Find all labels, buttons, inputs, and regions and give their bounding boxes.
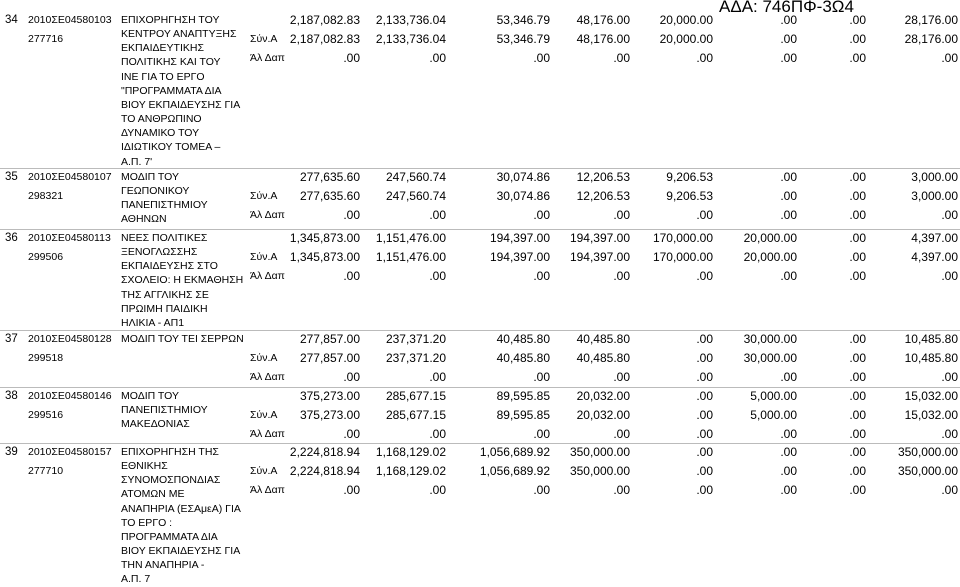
amounts-row — [0, 389, 960, 403]
amount-cell: 1,056,689.92 — [479, 445, 550, 459]
amount-cell: 1,345,873.00 — [289, 250, 360, 264]
description-line: ΠΡΟΓΡΑΜΜΑΤΑ ΔΙΑ — [121, 530, 218, 543]
record-row — [0, 445, 960, 587]
amount-cell: 53,346.79 — [496, 13, 550, 27]
amount-cell: .00 — [696, 269, 713, 283]
amount-cell: .00 — [429, 269, 446, 283]
amount-cell: .00 — [849, 13, 866, 27]
syn-a-row — [0, 408, 960, 422]
amount-cell: 350,000.00 — [897, 464, 958, 478]
description-line: ΕΚΠΑΙΔΕΥΣΗΣ ΣΤΟ — [121, 260, 218, 273]
amount-cell: 1,151,476.00 — [375, 231, 446, 245]
amount-cell: .00 — [533, 269, 550, 283]
amount-cell: 12,206.53 — [576, 170, 630, 184]
amount-cell: 15,032.00 — [904, 389, 958, 403]
al-dap-label: Άλ Δαπ — [250, 371, 285, 383]
amount-cell: .00 — [343, 483, 360, 497]
amount-cell: 5,000.00 — [750, 389, 797, 403]
description-line: ΕΠΙΧΟΡΗΓΗΣΗ ΤΗΣ — [121, 446, 219, 458]
amount-cell: .00 — [533, 427, 550, 441]
description-line: ΜΟΔΙΠ ΤΟΥ ΤΕΙ ΣΕΡΡΩΝ — [121, 333, 244, 345]
amount-cell: .00 — [696, 208, 713, 222]
amount-cell: 170,000.00 — [652, 231, 713, 245]
amount-cell: 40,485.80 — [496, 332, 550, 346]
record-row — [0, 332, 960, 385]
amount-cell: .00 — [429, 51, 446, 65]
amount-cell: .00 — [613, 370, 630, 384]
amount-cell: .00 — [780, 269, 797, 283]
record-row — [0, 13, 960, 169]
project-subcode: 299518 — [28, 351, 64, 364]
description-line: ΚΕΝΤΡΟΥ ΑΝΑΠΤΥΞΗΣ — [121, 28, 237, 41]
amount-cell: 30,000.00 — [743, 332, 797, 346]
amount-cell: .00 — [849, 51, 866, 65]
description-line: ΕΚΠΑΙΔΕΥΤΙΚΗΣ — [121, 42, 204, 55]
amount-cell: 247,560.74 — [385, 189, 446, 203]
amount-cell: .00 — [343, 208, 360, 222]
amount-cell: 2,187,082.83 — [289, 13, 360, 27]
description-line: ΤΟ ΕΡΓΟ : — [121, 516, 173, 529]
amount-cell: .00 — [613, 483, 630, 497]
amount-cell: .00 — [429, 370, 446, 384]
amount-cell: .00 — [343, 370, 360, 384]
description-line: ΕΘΝΙΚΗΣ — [121, 460, 168, 473]
description-line: ΤΗΝ ΑΝΑΠΗΡΙΑ - — [121, 559, 205, 572]
amount-cell: .00 — [780, 464, 797, 478]
amount-cell: 237,371.20 — [385, 351, 446, 365]
amount-cell: 277,635.60 — [299, 189, 360, 203]
description-line: ΤΟ ΑΝΘΡΩΠΙΝΟ — [121, 113, 202, 126]
amount-cell: 20,000.00 — [743, 231, 797, 245]
description-line: ΝΕΕΣ ΠΟΛΙΤΙΚΕΣ — [121, 232, 208, 244]
amount-cell: .00 — [429, 483, 446, 497]
syn-a-row — [0, 189, 960, 203]
amount-cell: .00 — [780, 445, 797, 459]
amount-cell: 1,345,873.00 — [289, 231, 360, 245]
amount-cell: 48,176.00 — [576, 13, 630, 27]
amount-cell: .00 — [941, 269, 958, 283]
amount-cell: 4,397.00 — [911, 231, 958, 245]
syn-a-label: Σύν.Α — [250, 352, 278, 364]
amount-cell: 10,485.80 — [904, 351, 958, 365]
description-line: ΣΧΟΛΕΙΟ: Η ΕΚΜΑΘΗΣΗ — [121, 274, 244, 287]
amount-cell: 2,187,082.83 — [289, 32, 360, 46]
record-row — [0, 231, 960, 330]
amount-cell: .00 — [696, 427, 713, 441]
project-subcode: 299516 — [28, 408, 64, 421]
amount-cell: .00 — [696, 483, 713, 497]
syn-a-row — [0, 32, 960, 46]
amount-cell: .00 — [613, 208, 630, 222]
amount-cell: 1,056,689.92 — [479, 464, 550, 478]
amount-cell: .00 — [941, 483, 958, 497]
amount-cell: .00 — [849, 351, 866, 365]
amount-cell: 9,206.53 — [666, 189, 713, 203]
project-subcode: 277716 — [28, 32, 64, 45]
amount-cell: .00 — [696, 370, 713, 384]
amount-cell: 194,397.00 — [569, 231, 630, 245]
amount-cell: .00 — [849, 189, 866, 203]
amount-cell: .00 — [849, 332, 866, 346]
amount-cell: 28,176.00 — [904, 32, 958, 46]
record-row — [0, 389, 960, 442]
al-dap-label: Άλ Δαπ — [250, 209, 285, 221]
syn-a-label: Σύν.Α — [250, 190, 278, 202]
description-line: ΕΠΙΧΟΡΗΓΗΣΗ ΤΟΥ — [121, 14, 220, 26]
record-row — [0, 170, 960, 227]
amount-cell: .00 — [780, 32, 797, 46]
ada-number: ΑΔΑ: 746ΠΦ-3Ω4 — [719, 0, 854, 16]
amounts-row — [0, 13, 960, 27]
description-line: ΜΟΔΙΠ ΤΟΥ — [121, 390, 179, 402]
project-subcode: 298321 — [28, 189, 64, 202]
record-number: 37 — [5, 333, 18, 345]
amount-cell: .00 — [941, 427, 958, 441]
syn-a-row — [0, 351, 960, 365]
amount-cell: 170,000.00 — [652, 250, 713, 264]
row-separator — [0, 443, 960, 444]
amount-cell: 30,000.00 — [743, 351, 797, 365]
amount-cell: .00 — [533, 208, 550, 222]
amount-cell: .00 — [613, 51, 630, 65]
description-line: ΙΔΙΩΤΙΚΟΥ ΤΟΜΕΑ – — [121, 141, 221, 154]
amount-cell: .00 — [780, 483, 797, 497]
amount-cell: 2,224,818.94 — [289, 464, 360, 478]
amount-cell: 277,857.00 — [299, 351, 360, 365]
description-line: ΒΙΟΥ ΕΚΠΑΙΔΕΥΣΗΣ ΓΙΑ — [121, 98, 241, 111]
amount-cell: .00 — [533, 51, 550, 65]
description-line: ΠΑΝΕΠΙΣΤΗΜΙΟΥ — [121, 404, 208, 417]
amount-cell: 40,485.80 — [496, 351, 550, 365]
description-line: ΣΥΝΟΜΟΣΠΟΝΔΙΑΣ — [121, 474, 221, 487]
record-number: 35 — [5, 171, 18, 183]
description-line: ΑΤΟΜΩΝ ΜΕ — [121, 488, 185, 501]
amount-cell: 237,371.20 — [385, 332, 446, 346]
amount-cell: 40,485.80 — [576, 351, 630, 365]
amount-cell: 20,032.00 — [576, 408, 630, 422]
amount-cell: 375,273.00 — [299, 389, 360, 403]
amounts-row — [0, 170, 960, 184]
amount-cell: .00 — [696, 464, 713, 478]
description-line: ΔΥΝΑΜΙΚΟ ΤΟΥ — [121, 127, 200, 140]
amount-cell: .00 — [849, 269, 866, 283]
description-line: ΞΕΝΟΓΛΩΣΣΗΣ — [121, 246, 198, 259]
amount-cell: 2,133,736.04 — [375, 32, 446, 46]
description-line: Α.Π. 7' — [121, 155, 153, 168]
description-line: ΠΟΛΙΤΙΚΗΣ ΚΑΙ ΤΟΥ — [121, 56, 221, 69]
description-line: ΜΟΔΙΠ ΤΟΥ — [121, 171, 179, 183]
row-separator — [0, 330, 960, 331]
amount-cell: 12,206.53 — [576, 189, 630, 203]
record-number: 36 — [5, 232, 18, 244]
description-line: ΓΕΩΠΟΝΙΚΟΥ — [121, 185, 190, 198]
amount-cell: .00 — [780, 427, 797, 441]
description-line: ΜΑΚΕΔΟΝΙΑΣ — [121, 418, 190, 431]
amount-cell: 28,176.00 — [904, 13, 958, 27]
al-dap-label: Άλ Δαπ — [250, 52, 285, 64]
syn-a-row — [0, 464, 960, 478]
amount-cell: .00 — [429, 208, 446, 222]
amounts-row — [0, 445, 960, 459]
amount-cell: 247,560.74 — [385, 170, 446, 184]
project-code: 2010ΣΕ04580103 — [28, 14, 112, 26]
syn-a-label: Σύν.Α — [250, 33, 278, 45]
amount-cell: .00 — [780, 13, 797, 27]
description-line: ΗΛΙΚΙΑ - ΑΠ1 — [121, 316, 185, 329]
amount-cell: 350,000.00 — [897, 445, 958, 459]
description-line: ΒΙΟΥ ΕΚΠΑΙΔΕΥΣΗΣ ΓΙΑ — [121, 545, 241, 558]
amount-cell: 30,074.86 — [496, 170, 550, 184]
amount-cell: 194,397.00 — [569, 250, 630, 264]
al-dap-row — [0, 269, 960, 283]
amount-cell: .00 — [696, 332, 713, 346]
amount-cell: .00 — [780, 170, 797, 184]
project-subcode: 299506 — [28, 250, 64, 263]
amount-cell: 2,224,818.94 — [289, 445, 360, 459]
amount-cell: .00 — [613, 427, 630, 441]
al-dap-label: Άλ Δαπ — [250, 484, 285, 496]
amount-cell: .00 — [849, 445, 866, 459]
amount-cell: 48,176.00 — [576, 32, 630, 46]
amount-cell: .00 — [343, 427, 360, 441]
amount-cell: 375,273.00 — [299, 408, 360, 422]
amount-cell: 20,000.00 — [659, 13, 713, 27]
amount-cell: 1,168,129.02 — [375, 445, 446, 459]
amount-cell: 1,168,129.02 — [375, 464, 446, 478]
row-separator — [0, 387, 960, 388]
amount-cell: 40,485.80 — [576, 332, 630, 346]
description-line: ΠΑΝΕΠΙΣΤΗΜΙΟΥ — [121, 199, 208, 212]
project-code: 2010ΣΕ04580157 — [28, 446, 112, 458]
amount-cell: .00 — [849, 32, 866, 46]
amount-cell: 3,000.00 — [911, 189, 958, 203]
description-line: ΙΝΕ ΓΙΑ ΤΟ ΕΡΓΟ — [121, 70, 205, 83]
syn-a-label: Σύν.Α — [250, 409, 278, 421]
amount-cell: .00 — [941, 51, 958, 65]
amount-cell: .00 — [696, 351, 713, 365]
amount-cell: .00 — [849, 208, 866, 222]
amount-cell: .00 — [849, 464, 866, 478]
al-dap-row — [0, 51, 960, 65]
amount-cell: .00 — [849, 408, 866, 422]
amount-cell: 285,677.15 — [385, 408, 446, 422]
amount-cell: .00 — [343, 51, 360, 65]
project-code: 2010ΣΕ04580107 — [28, 171, 112, 183]
amount-cell: 277,635.60 — [299, 170, 360, 184]
project-subcode: 277710 — [28, 464, 64, 477]
syn-a-label: Σύν.Α — [250, 465, 278, 477]
amount-cell: .00 — [780, 51, 797, 65]
amount-cell: .00 — [696, 389, 713, 403]
row-separator — [0, 229, 960, 230]
amount-cell: .00 — [780, 189, 797, 203]
amount-cell: 194,397.00 — [489, 250, 550, 264]
record-number: 34 — [5, 14, 18, 26]
syn-a-row — [0, 250, 960, 264]
description-line: Α.Π. 7 — [121, 573, 151, 586]
row-separator — [0, 168, 960, 169]
amount-cell: 4,397.00 — [911, 250, 958, 264]
al-dap-row — [0, 370, 960, 384]
amount-cell: 89,595.85 — [496, 408, 550, 422]
amount-cell: 5,000.00 — [750, 408, 797, 422]
amount-cell: .00 — [533, 370, 550, 384]
amount-cell: .00 — [849, 427, 866, 441]
amount-cell: .00 — [343, 269, 360, 283]
al-dap-label: Άλ Δαπ — [250, 270, 285, 282]
al-dap-row — [0, 208, 960, 222]
amounts-row — [0, 332, 960, 346]
amount-cell: 30,074.86 — [496, 189, 550, 203]
amount-cell: 89,595.85 — [496, 389, 550, 403]
amount-cell: .00 — [849, 170, 866, 184]
amount-cell: .00 — [780, 370, 797, 384]
amount-cell: 285,677.15 — [385, 389, 446, 403]
amount-cell: 350,000.00 — [569, 445, 630, 459]
amount-cell: .00 — [849, 389, 866, 403]
amount-cell: 53,346.79 — [496, 32, 550, 46]
amount-cell: .00 — [780, 208, 797, 222]
amount-cell: .00 — [429, 427, 446, 441]
description-line: "ΠΡΟΓΡΑΜΜΑΤΑ ΔΙΑ — [121, 84, 222, 97]
amounts-row — [0, 231, 960, 245]
amount-cell: .00 — [941, 208, 958, 222]
amount-cell: 20,000.00 — [659, 32, 713, 46]
amount-cell: .00 — [696, 408, 713, 422]
amount-cell: .00 — [849, 231, 866, 245]
description-line: ΑΝΑΠΗΡΙΑ (ΕΣΑμεΑ) ΓΙΑ — [121, 502, 241, 515]
amount-cell: 194,397.00 — [489, 231, 550, 245]
amount-cell: 2,133,736.04 — [375, 13, 446, 27]
amount-cell: 3,000.00 — [911, 170, 958, 184]
project-code: 2010ΣΕ04580113 — [28, 232, 111, 244]
project-code: 2010ΣΕ04580128 — [28, 333, 112, 345]
amount-cell: 20,000.00 — [743, 250, 797, 264]
amount-cell: .00 — [696, 445, 713, 459]
description-line: ΤΗΣ ΑΓΓΛΙΚΗΣ ΣΕ — [121, 288, 209, 301]
amount-cell: .00 — [533, 483, 550, 497]
amount-cell: 9,206.53 — [666, 170, 713, 184]
description-line: ΠΡΩΙΜΗ ΠΑΙΔΙΚΗ — [121, 302, 208, 315]
record-number: 39 — [5, 446, 18, 458]
amount-cell: 20,032.00 — [576, 389, 630, 403]
amount-cell: .00 — [613, 269, 630, 283]
al-dap-row — [0, 427, 960, 441]
amount-cell: 10,485.80 — [904, 332, 958, 346]
amount-cell: .00 — [849, 483, 866, 497]
amount-cell: .00 — [941, 370, 958, 384]
amount-cell: 1,151,476.00 — [375, 250, 446, 264]
record-number: 38 — [5, 390, 18, 402]
amount-cell: .00 — [849, 250, 866, 264]
description-line: ΑΘΗΝΩΝ — [121, 213, 167, 226]
amount-cell: .00 — [696, 51, 713, 65]
syn-a-label: Σύν.Α — [250, 251, 278, 263]
al-dap-label: Άλ Δαπ — [250, 428, 285, 440]
amount-cell: 277,857.00 — [299, 332, 360, 346]
amount-cell: .00 — [849, 370, 866, 384]
amount-cell: 15,032.00 — [904, 408, 958, 422]
project-code: 2010ΣΕ04580146 — [28, 390, 112, 402]
amount-cell: 350,000.00 — [569, 464, 630, 478]
al-dap-row — [0, 483, 960, 497]
